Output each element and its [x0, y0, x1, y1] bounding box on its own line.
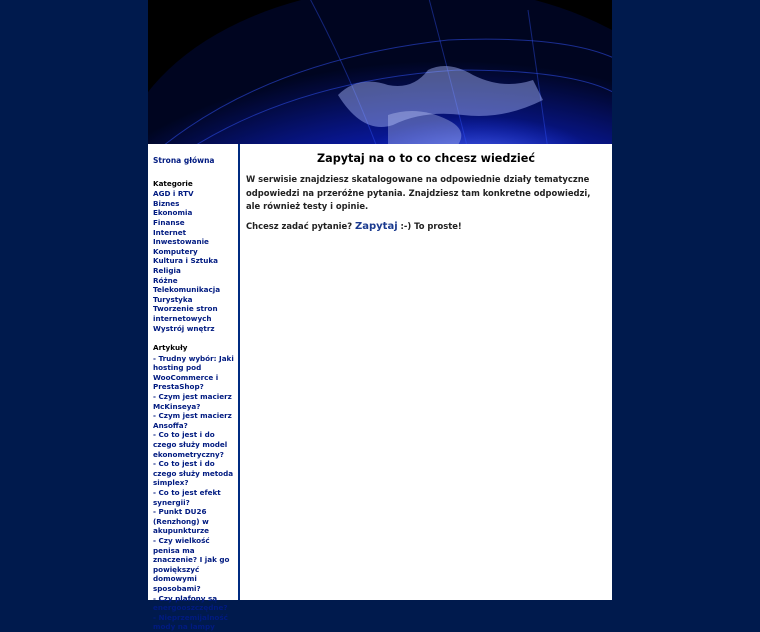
page-container	[148, 0, 612, 632]
category-link[interactable]: Komputery	[153, 246, 198, 256]
category-link[interactable]: Religia	[153, 265, 181, 275]
category-link[interactable]: AGD i RTV	[153, 189, 194, 199]
ask-link[interactable]: Zapytaj	[354, 220, 398, 232]
category-link[interactable]: Turystyka	[153, 294, 193, 304]
article-link[interactable]: - Czym jest macierz McKinseya?	[153, 392, 232, 411]
globe-icon	[148, 0, 612, 144]
article-link[interactable]: - Czy wielkość penisa ma znaczenie? I jak go powiększyć domowymi sposobami?	[153, 535, 230, 593]
article-link[interactable]: - Nieprzemijalność mody na lampy	[153, 612, 228, 632]
spacer	[153, 333, 238, 343]
article-link[interactable]: - Trudny wybór: Jaki hosting pod WooCommerce i PrestaShop?	[153, 353, 234, 392]
category-link[interactable]: Inwestowanie	[153, 237, 209, 247]
category-link[interactable]: Biznes	[153, 198, 180, 208]
article-link[interactable]: - Punkt DU26 (Renzhong) w akupunkturze	[153, 507, 210, 536]
articles-heading: Artykuły	[153, 343, 188, 353]
ask-prefix: Chcesz zadać pytanie?	[246, 220, 353, 231]
article-link[interactable]: - Czy plafony są energooszczędne?	[153, 593, 228, 613]
home-link[interactable]: Strona główna	[153, 156, 215, 165]
article-link[interactable]: - Czym jest macierz Ansoffa?	[153, 411, 232, 430]
ask-line	[246, 220, 606, 234]
banner-globe-image	[148, 0, 612, 144]
article-link[interactable]: - Co to jest i do czego służy model ekonometryczny?	[153, 430, 228, 459]
page-title: Zapytaj na o to co chcesz wiedzieć	[317, 152, 535, 165]
main-content	[246, 144, 606, 239]
category-link[interactable]: Telekomunikacja	[153, 285, 221, 295]
article-link[interactable]: - Co to jest efekt synergii?	[153, 488, 221, 507]
category-link[interactable]: Różne	[153, 275, 178, 285]
intro-text: W serwisie znajdziesz skatalogowane na odpowiednie działy tematyczne odpowiedzi na przeróżne pytania. Znajdziesz tam konkretne odpowiedzi, ale również testy i opinie.	[246, 174, 591, 211]
category-link[interactable]: Finanse	[153, 217, 185, 227]
category-link[interactable]: Internet	[153, 227, 187, 237]
category-link[interactable]: Wystrój wnętrz	[153, 323, 215, 333]
ask-suffix: :-) To proste!	[400, 220, 462, 231]
category-link[interactable]: Tworzenie stron internetowych	[153, 304, 218, 323]
categories-heading: Kategorie	[153, 178, 193, 188]
article-link[interactable]: - Co to jest i do czego służy metoda simplex?	[153, 459, 234, 488]
sidebar	[148, 144, 240, 632]
category-link[interactable]: Ekonomia	[153, 208, 193, 218]
category-link[interactable]: Kultura i Sztuka	[153, 256, 218, 266]
